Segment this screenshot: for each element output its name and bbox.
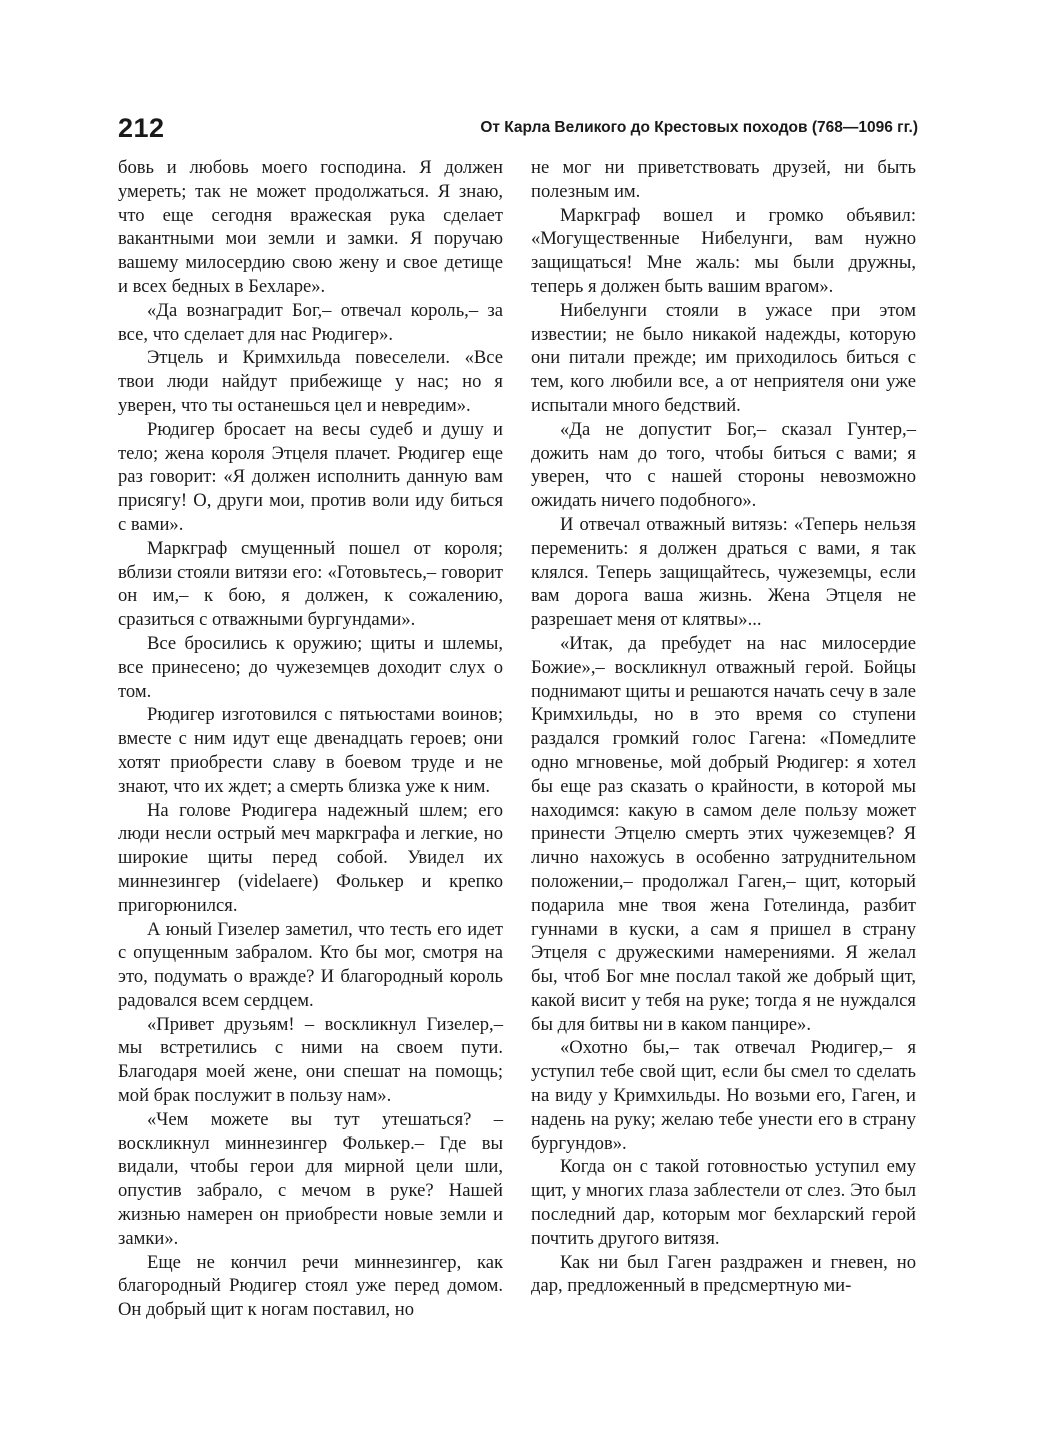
paragraph: Рюдигер изготовился с пятьюстами воинов; вместе с ним идут еще двенадцать героев; они хотят приобрести славу в боевом труде и не знают, что их ждет; а смерть близка уже к ним.: [118, 704, 503, 797]
paragraph: Как ни был Гаген раздражен и гневен, но дар, предложенный в предсмертную ми-: [531, 1251, 916, 1297]
paragraph: «Чем можете вы тут утешаться? – воскликнул миннезингер Фолькер.– Где вы видали, чтобы герои для мирной цели шли, опустив забрало, с мечом в руке? Нашей жизнью намерен он приобрести новые земли и замки».: [118, 1108, 503, 1249]
paragraph: «Охотно бы,– так отвечал Рюдигер,– я уступил тебе свой щит, если бы смел то сделать на виду у Кримхильды. Но возьми его, Гаген, и надень на руку; желаю тебе унести его в страну бургундов».: [531, 1037, 916, 1154]
text-column-right: [531, 156, 916, 1298]
paragraph: Все бросились к оружию; щиты и шлемы, все принесено; до чужеземцев доходит слух о том.: [118, 632, 503, 702]
paragraph: На голове Рюдигера надежный шлем; его люди несли острый меч маркграфа и легкие, но широкие щиты перед собой. Увидел их миннезингер (videlaere) Фолькер и крепко пригорюнился.: [118, 799, 503, 916]
paragraph: Маркграф смущенный пошел от короля; вблизи стояли витязи его: «Готовьтесь,– говорит он им,– к бою, я должен, к сожалению, сразиться с отважными бургундами».: [118, 537, 503, 631]
page-header: [118, 112, 918, 148]
paragraph: «Привет друзьям! – воскликнул Гизелер,– мы встретились с ними на своем пути. Благодаря моей жене, они спешат на помощь; мой брак послужит в пользу нам».: [118, 1013, 503, 1107]
paragraph: Рюдигер бросает на весы судеб и душу и тело; жена короля Этцеля плачет. Рюдигер еще раз говорит: «Я должен исполнить данную вам присягу! О, други мои, против воли иду биться с вами».: [118, 418, 503, 535]
text-column-left: [118, 156, 503, 1322]
running-title: От Карла Великого до Крестовых походов (768—1096 гг.): [480, 119, 918, 136]
paragraph: Еще не кончил речи миннезингер, как благородный Рюдигер стоял уже перед домом. Он добрый щит к ногам поставил, но: [118, 1251, 503, 1321]
paragraph: «Итак, да пребудет на нас милосердие Божие»,– воскликнул отважный герой. Бойцы поднимают щиты и решаются начать сечу в зале Кримхильды, но в это время со ступени раздался громкий голос Гагена: «Помедлите одно мгновенье, мой добрый Рюдигер: я хотел бы еще раз сказать о крайности, в которой мы находимся: какую в самом деле пользу может принести Этцелю смерть этих чужеземцев? Я лично нахожусь в особенно затруднительном положении,– продолжал Гаген,– щит, который подарила мне твоя жена Готелинда, разбит гуннами в куски, а сам я пришел в страну Этцеля с дружескими намерениями. Я желал бы, чтоб Бог мне послал такой же добрый щит, какой висит у тебя на руке; тогда я не нуждался бы для битвы ни в каком панцире».: [531, 632, 916, 1035]
paragraph: не мог ни приветствовать друзей, ни быть полезным им.: [531, 157, 916, 202]
paragraph: И отвечал отважный витязь: «Теперь нельзя переменить: я должен драться с вами, я так клялся. Теперь защищайтесь, чужеземцы, если вам дорога ваша жизнь. Жена Этцеля не разрешает меня от клятвы»...: [531, 513, 916, 631]
page-number: 212: [118, 113, 165, 143]
paragraph: Этцель и Кримхильда повеселели. «Все твои люди найдут прибежище у нас; но я уверен, что ты останешься цел и невредим».: [118, 347, 503, 416]
paragraph: А юный Гизелер заметил, что тесть его идет с опущенным забралом. Кто бы мог, смотря на это, подумать о вражде? И благородный король радовался всем сердцем.: [118, 918, 503, 1011]
paragraph: «Да не допустит Бог,– сказал Гунтер,– дожить нам до того, чтобы биться с вами; я уверен, что с нашей стороны невозможно ожидать ничего подобного».: [531, 418, 916, 512]
paragraph: бовь и любовь моего господина. Я должен умереть; так не может продолжаться. Я знаю, что еще сегодня вражеская рука сделает вакантными мои земли и замки. Я поручаю вашему милосердию свою жену и свое детище и всех бедных в Бехларе».: [118, 157, 503, 297]
paragraph: Когда он с такой готовностью уступил ему щит, у многих глаза заблестели от слез. Это был последний дар, которым мог бехларский герой почтить другого витязя.: [531, 1156, 916, 1249]
paragraph: Нибелунги стояли в ужасе при этом известии; не было никакой надежды, которую они питали прежде; им приходилось биться с тем, кого любили все, а от неприятеля они уже испытали много бедствий.: [531, 299, 916, 416]
paragraph: «Да вознаградит Бог,– отвечал король,– за все, что сделает для нас Рюдигер».: [118, 299, 503, 345]
paragraph: Маркграф вошел и громко объявил: «Могущественные Нибелунги, вам нужно защищаться! Мне жаль: мы были дружны, теперь я должен быть вашим врагом».: [531, 204, 916, 297]
